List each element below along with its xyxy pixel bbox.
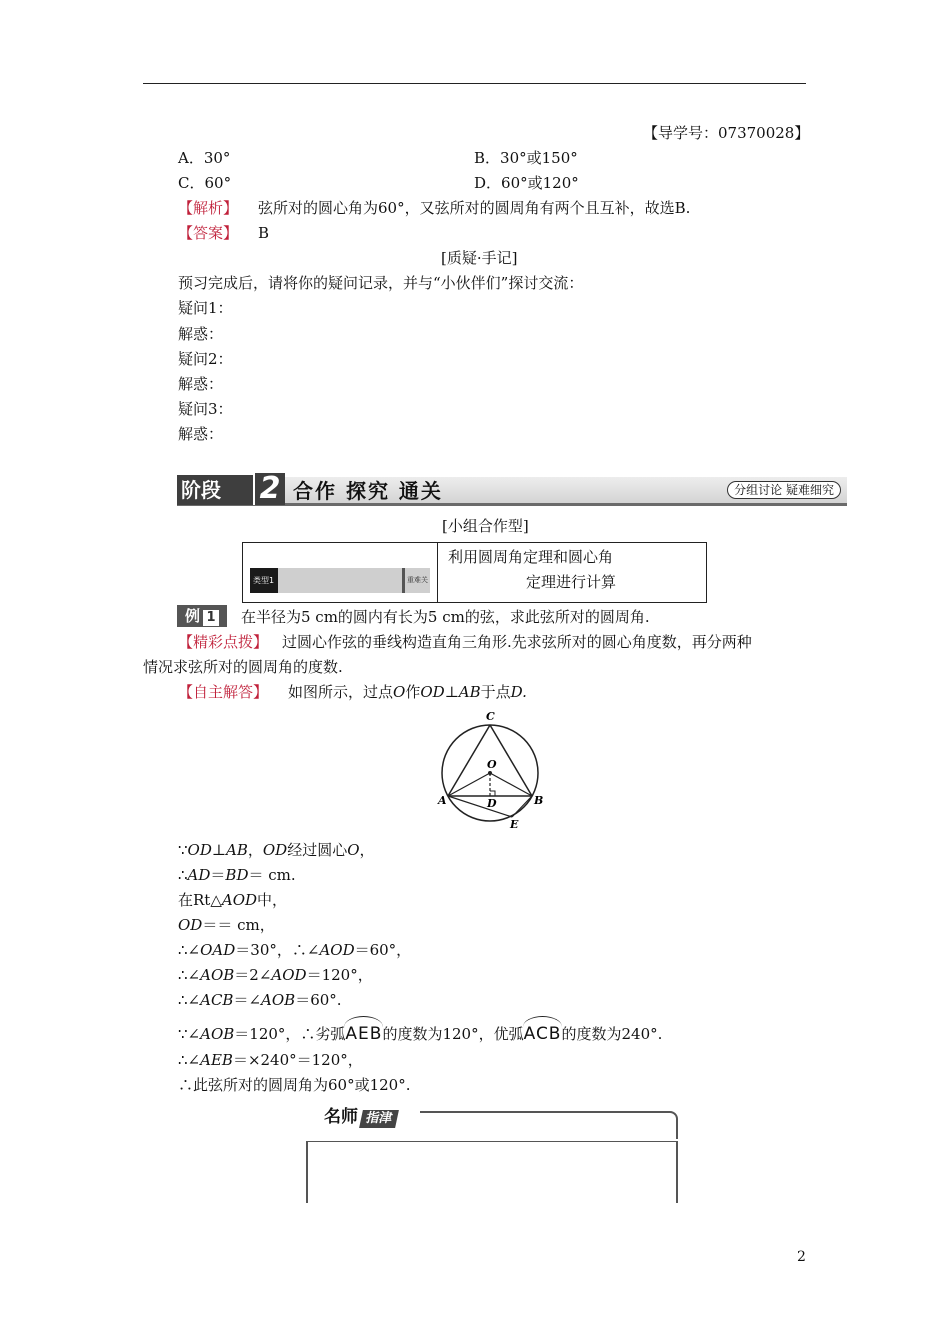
label-a: A	[438, 794, 447, 807]
circle-figure	[430, 706, 550, 838]
label-d: D	[487, 797, 497, 810]
proof-line-10: ∴此弦所对的圆周角为60°或120°.	[178, 1076, 411, 1094]
proof-text: ＝2∠	[234, 966, 272, 984]
proof-text: 在Rt△	[178, 891, 222, 909]
perp-symbol: ⊥	[211, 841, 226, 859]
proof-text: ＝120°，∴劣弧	[234, 1025, 346, 1043]
angle-aob: AOB	[200, 966, 235, 984]
segment-ab: AB	[225, 841, 248, 859]
label-b: B	[534, 794, 544, 807]
label-o: O	[487, 758, 497, 771]
segment-od: OD	[420, 683, 445, 701]
proof-line-7	[178, 990, 342, 1010]
point-d: D.	[510, 683, 527, 701]
group-heading: [小组合作型]	[442, 517, 529, 535]
solution-text: 如图所示，过点	[288, 683, 394, 701]
answer-1: 解惑：	[178, 325, 224, 343]
segment-bd: BD	[225, 866, 249, 884]
perp-symbol: ⊥	[444, 683, 459, 701]
page-number: 2	[797, 1249, 806, 1265]
proof-line-6	[178, 965, 373, 985]
guide-number: 【导学号：07370028】	[643, 124, 810, 142]
proof-text: 的度数为120°，优弧	[382, 1025, 524, 1043]
proof-text: ∴∠	[178, 941, 201, 959]
proof-line-8	[178, 1022, 662, 1046]
angle-oad: OAD	[200, 941, 236, 959]
choice-c: C．60°	[178, 174, 232, 192]
choice-a: A．30°	[178, 149, 231, 167]
stage-number: 2	[253, 473, 285, 505]
example-tag	[177, 605, 227, 627]
proof-text: ＝ cm.	[248, 866, 296, 884]
proof-line-3	[178, 890, 287, 910]
chord-ae	[448, 796, 512, 817]
proof-text: ∵∠	[178, 1025, 201, 1043]
type-title-line2: 定理进行计算	[526, 573, 617, 591]
segment-od: OD	[262, 841, 288, 859]
stage-banner	[177, 471, 847, 507]
proof-text: ＝	[210, 866, 226, 884]
question-1: 疑问1：	[178, 299, 233, 317]
proof-text: ，	[247, 841, 263, 859]
hint-line2: 情况求弦所对的圆周角的度数.	[143, 658, 343, 676]
point-o: O	[393, 683, 406, 701]
example-problem: 在半径为5 cm的圆内有长为5 cm的弦，求此弦所对的圆周角.	[241, 608, 650, 626]
center-point	[488, 771, 492, 775]
questions-heading: [质疑·手记]	[441, 249, 518, 267]
type-title-line1: 利用圆周角定理和圆心角	[448, 548, 614, 566]
angle-aob: AOB	[261, 991, 296, 1009]
analysis-text: 弦所对的圆心角为60°，又弦所对的圆周角有两个且互补，故选B.	[258, 199, 691, 217]
teacher-chip: 指津	[359, 1110, 399, 1128]
question-3: 疑问3：	[178, 400, 233, 418]
segment-od: OD	[178, 916, 203, 934]
answer-3: 解惑：	[178, 425, 224, 443]
chord-be	[512, 796, 532, 817]
questions-intro: 预习完成后，请将你的疑问记录，并与“小伙伴们”探讨交流：	[178, 274, 584, 292]
proof-text: 中，	[257, 891, 288, 909]
solution-label: 【自主解答】	[178, 683, 269, 701]
type-label: 类型1	[253, 576, 275, 585]
proof-line-4	[178, 915, 275, 935]
choice-b: B．30°或150°	[474, 149, 578, 167]
type-bar	[250, 568, 430, 593]
teacher-box-header	[324, 1103, 397, 1131]
teacher-tips-box	[306, 1103, 678, 1203]
proof-text: ＝120°，	[306, 966, 373, 984]
angle-aeb: AEB	[200, 1051, 233, 1069]
segment-ab: AB	[458, 683, 481, 701]
hint-line1	[178, 632, 752, 652]
proof-text: ＝×240°＝120°，	[232, 1051, 363, 1069]
choice-d: D．60°或120°	[474, 174, 579, 192]
angle-aob: AOB	[200, 1025, 235, 1043]
stage-title: 合作 探究 通关	[293, 479, 443, 503]
answer-label: 【答案】	[178, 224, 239, 242]
proof-text: ∴∠	[178, 991, 201, 1009]
type-box-divider	[437, 543, 438, 602]
arc-acb: ACB	[523, 1024, 562, 1044]
example-tag-text: 例	[185, 607, 201, 625]
solution-text: 作	[405, 683, 421, 701]
proof-line-1	[178, 840, 375, 860]
answer-2: 解惑：	[178, 375, 224, 393]
hint-text-1: 过圆心作弦的垂线构造直角三角形.先求弦所对的圆心角度数，再分两种	[282, 633, 752, 651]
proof-line-9	[178, 1050, 363, 1070]
teacher-box-frame	[306, 1141, 678, 1203]
solution-text: 于点	[480, 683, 511, 701]
proof-text: ，	[359, 841, 375, 859]
label-e: E	[510, 818, 519, 831]
proof-text: 的度数为240°.	[561, 1025, 663, 1043]
proof-line-5	[178, 940, 411, 960]
angle-acb: ACB	[200, 991, 234, 1009]
question-2: 疑问2：	[178, 350, 233, 368]
stage-tag: 分组讨论 疑难细究	[727, 481, 841, 499]
therefore-symbol: ∴	[178, 866, 188, 884]
stage-label: 阶段	[177, 475, 253, 505]
proof-text: ＝30°，∴∠	[235, 941, 320, 959]
proof-line-2	[178, 865, 296, 885]
angle-aod: AOD	[319, 941, 355, 959]
answer	[178, 223, 269, 243]
segment-ad: AD	[187, 866, 211, 884]
proof-text: ＝60°.	[295, 991, 342, 1009]
point-o: O	[347, 841, 360, 859]
type-box	[242, 542, 707, 603]
hint-label: 【精彩点拨】	[178, 633, 269, 651]
proof-text: ＝60°，	[354, 941, 412, 959]
label-c: C	[486, 710, 495, 723]
proof-text: ＝＝ cm，	[202, 916, 275, 934]
example-number: 1	[202, 609, 220, 627]
proof-text: ＝∠	[233, 991, 262, 1009]
proof-text: ∴∠	[178, 1051, 201, 1069]
analysis-label: 【解析】	[178, 199, 239, 217]
segment-od: OD	[187, 841, 212, 859]
type-end-label: 重难关	[402, 568, 428, 593]
arc-aeb: AEB	[345, 1024, 383, 1044]
solution-intro	[178, 682, 527, 702]
chord-ca	[448, 725, 490, 796]
angle-aod: AOD	[271, 966, 307, 984]
teacher-box-tab-edge	[420, 1111, 678, 1139]
triangle-aod: AOD	[221, 891, 258, 909]
because-symbol: ∵	[178, 841, 188, 859]
analysis	[178, 198, 690, 218]
proof-text: ∴∠	[178, 966, 201, 984]
answer-text: B	[258, 224, 270, 242]
proof-text: 经过圆心	[287, 841, 348, 859]
teacher-label: 名师	[324, 1107, 358, 1127]
header-rule	[143, 83, 806, 84]
